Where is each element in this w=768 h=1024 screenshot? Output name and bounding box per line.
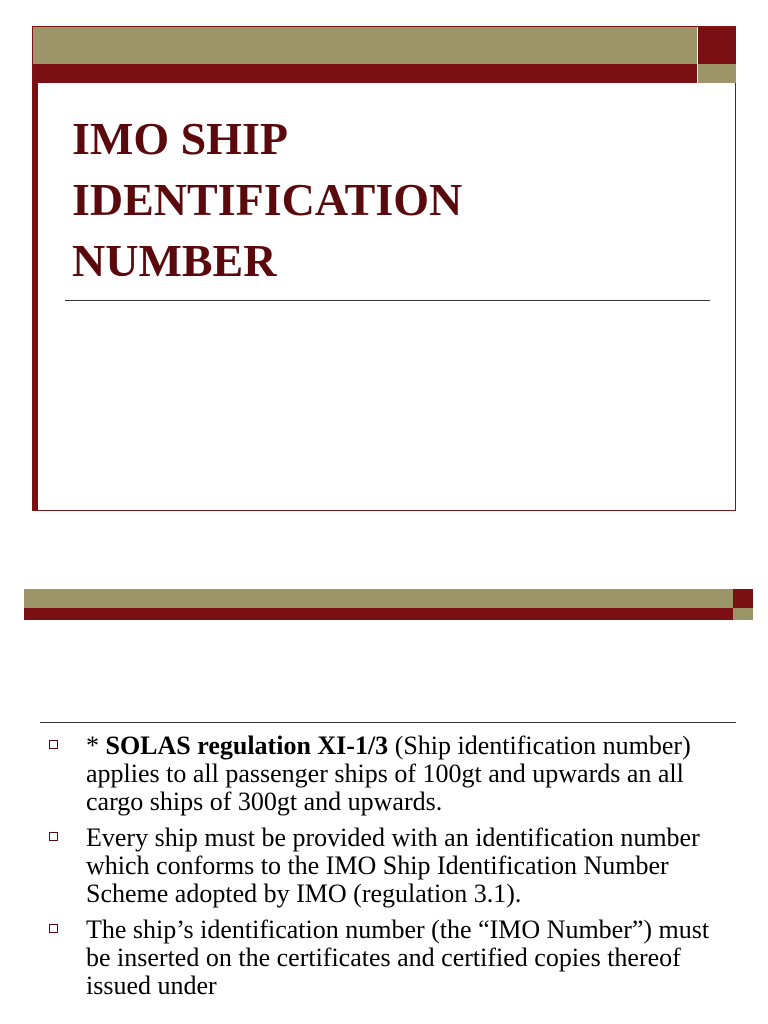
slide-2-corner-square-maroon (733, 589, 753, 608)
title-line-2: IDENTIFICATION (72, 174, 463, 225)
bullet-item (46, 916, 726, 1000)
slide-1-title (72, 108, 672, 291)
bullet-text: (Ship identification number) applies to all passenger ships of 100gt and upwards an all cargo ships of 300gt and upwards. (86, 731, 691, 816)
title-line-3: NUMBER (72, 235, 277, 286)
bullet-text: Every ship must be provided with an identification number which conforms to the IMO Ship Identification Number Scheme adopted by IMO (regulation 3.1). (86, 823, 700, 908)
bullet-item (46, 732, 726, 816)
bullet-text: The ship’s identification number (the “IMO Number”) must be inserted on the certificates and certified copies thereof issued under (86, 915, 710, 1000)
title-line-1: IMO SHIP (72, 113, 288, 164)
slide-2-header-maroon-band (24, 608, 733, 620)
slide-2-bullet-list (46, 732, 726, 1008)
slide-1-corner-square-maroon (698, 27, 736, 64)
slide-1-header-olive-band (33, 27, 697, 64)
slide-1-corner-square-olive (698, 64, 736, 83)
square-bullet-icon (49, 740, 58, 749)
square-bullet-icon (49, 924, 58, 933)
slide-1-header-maroon-band (33, 64, 697, 83)
bullet-item (46, 824, 726, 908)
bullet-bold-text: SOLAS regulation XI-1/3 (105, 731, 389, 760)
slide-2-title-rule (40, 722, 736, 723)
square-bullet-icon (49, 832, 58, 841)
slide-2-header-olive-band (24, 589, 733, 608)
slide-1-title-rule (65, 300, 710, 301)
bullet-prefix: * (86, 731, 106, 760)
slide-1-left-bar (33, 83, 38, 511)
slide-2-corner-square-olive (733, 608, 753, 620)
